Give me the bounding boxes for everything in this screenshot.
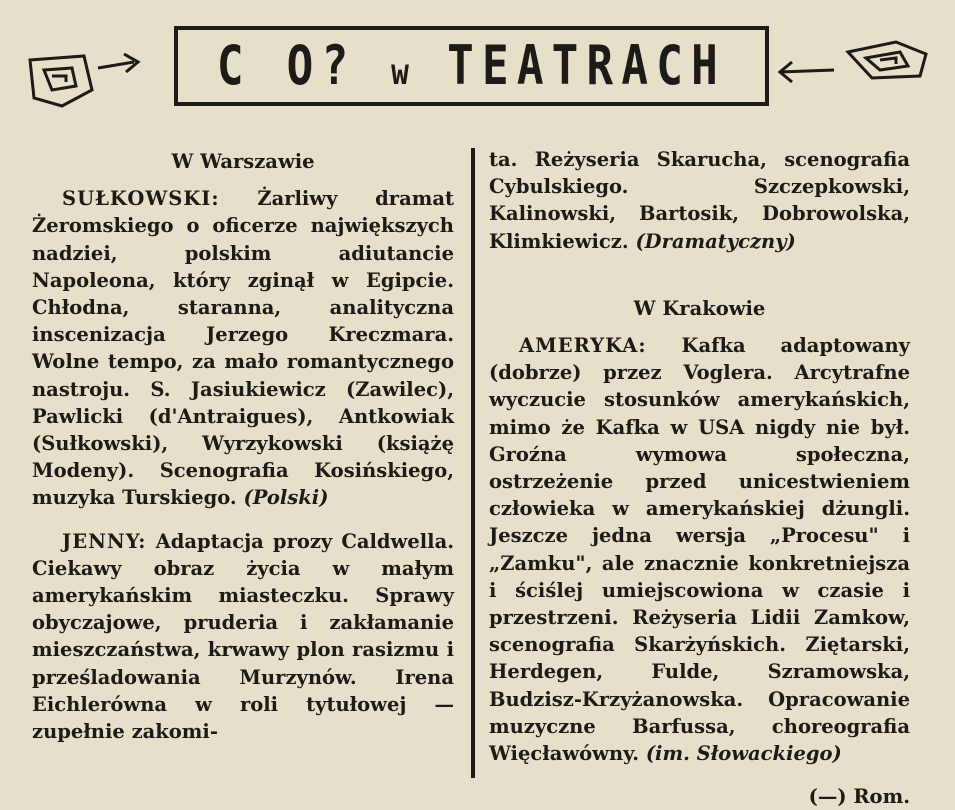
theater-polski: (Polski) xyxy=(243,486,329,510)
review-text-jenny: Adaptacja prozy Caldwella. Ciekawy obraz życia w małym amerykańskim miasteczku. Sprawy obyczajowe, pruderia i zakłamanie mieszczaństwa, krwawy plon rasizmu i prześladowania Murzynów. Irena Eichlerówna w roli tytułowej — zupełnie zakomi- xyxy=(32,529,454,744)
play-title-jenny: JENNY: xyxy=(62,529,147,553)
column-divider xyxy=(471,148,475,778)
city-heading-warszawa: W Warszawie xyxy=(171,150,315,173)
title-part-w: w xyxy=(391,52,413,93)
review-jenny xyxy=(32,528,454,746)
city-heading-krakow: W Krakowie xyxy=(633,296,766,320)
review-sulkowski xyxy=(32,185,454,511)
play-title-ameryka: AMERYKA: xyxy=(519,334,647,358)
review-jenny-continued xyxy=(489,146,910,255)
review-text-jenny-cont: ta. Reżyseria Skarucha, scenografia Cybulskiego. Szczepkowski, Kalinowski, Bartosik, Dobrowolska, Klimkiewicz. xyxy=(489,148,910,253)
theater-slowackiego: (im. Słowackiego) xyxy=(645,742,842,766)
decorative-scribble-left-icon xyxy=(22,46,144,112)
review-text-sulkowski: Żarliwy dramat Żeromskiego o oficerze największych nadziei, polskim adiutancie Napoleona, który zginął w Egipcie. Chłodna, staranna, analityczna inscenizacja Jerzego Kreczmara. Wolne tempo, za mało romantycznego nastroju. S. Jasiukiewicz (Zawilec), Pawlicki (d'Antraigues), Antkowiak (Sułkowski), Wyrzykowski (książę Modeny). Scenografia Kosińskiego, muzyka Turskiego. xyxy=(32,187,454,510)
right-column xyxy=(489,146,910,810)
theater-dramatyczny: (Dramatyczny) xyxy=(635,229,796,253)
decorative-scribble-right-icon xyxy=(776,36,936,96)
left-column xyxy=(32,148,454,761)
review-text-ameryka: Kafka adaptowany (dobrze) przez Voglera. Arcytrafne wyczucie stosunków amerykańskich, mimo że Kafka w USA nigdy nie był. Groźna wymowa społeczna, ostrzeżenie przed unicestwieniem człowieka w amerykańskiej dżungli. Jeszcze jedna wersja „Procesu" i „Zamku", ale znacznie konkretniejsza i ściślej umiejscowiona w czasie i przestrzeni. Reżyseria Lidii Zamkow, scenografia Skarżyńskich. Ziętarski, Herdegen, Fulde, Szramowska, Budzisz-Krzyżanowska. Opracowanie muzyczne Barfussa, choreografia Więcławówny. xyxy=(489,334,910,766)
title-part-co: C O? xyxy=(216,34,357,97)
title-part-teatrach: TEATRACH xyxy=(447,34,727,97)
section-title xyxy=(216,34,727,97)
review-ameryka xyxy=(489,332,910,767)
play-title-sulkowski: SUŁKOWSKI: xyxy=(62,187,220,211)
section-title-box xyxy=(174,26,769,106)
author-signature: (—) Rom. xyxy=(808,785,910,809)
